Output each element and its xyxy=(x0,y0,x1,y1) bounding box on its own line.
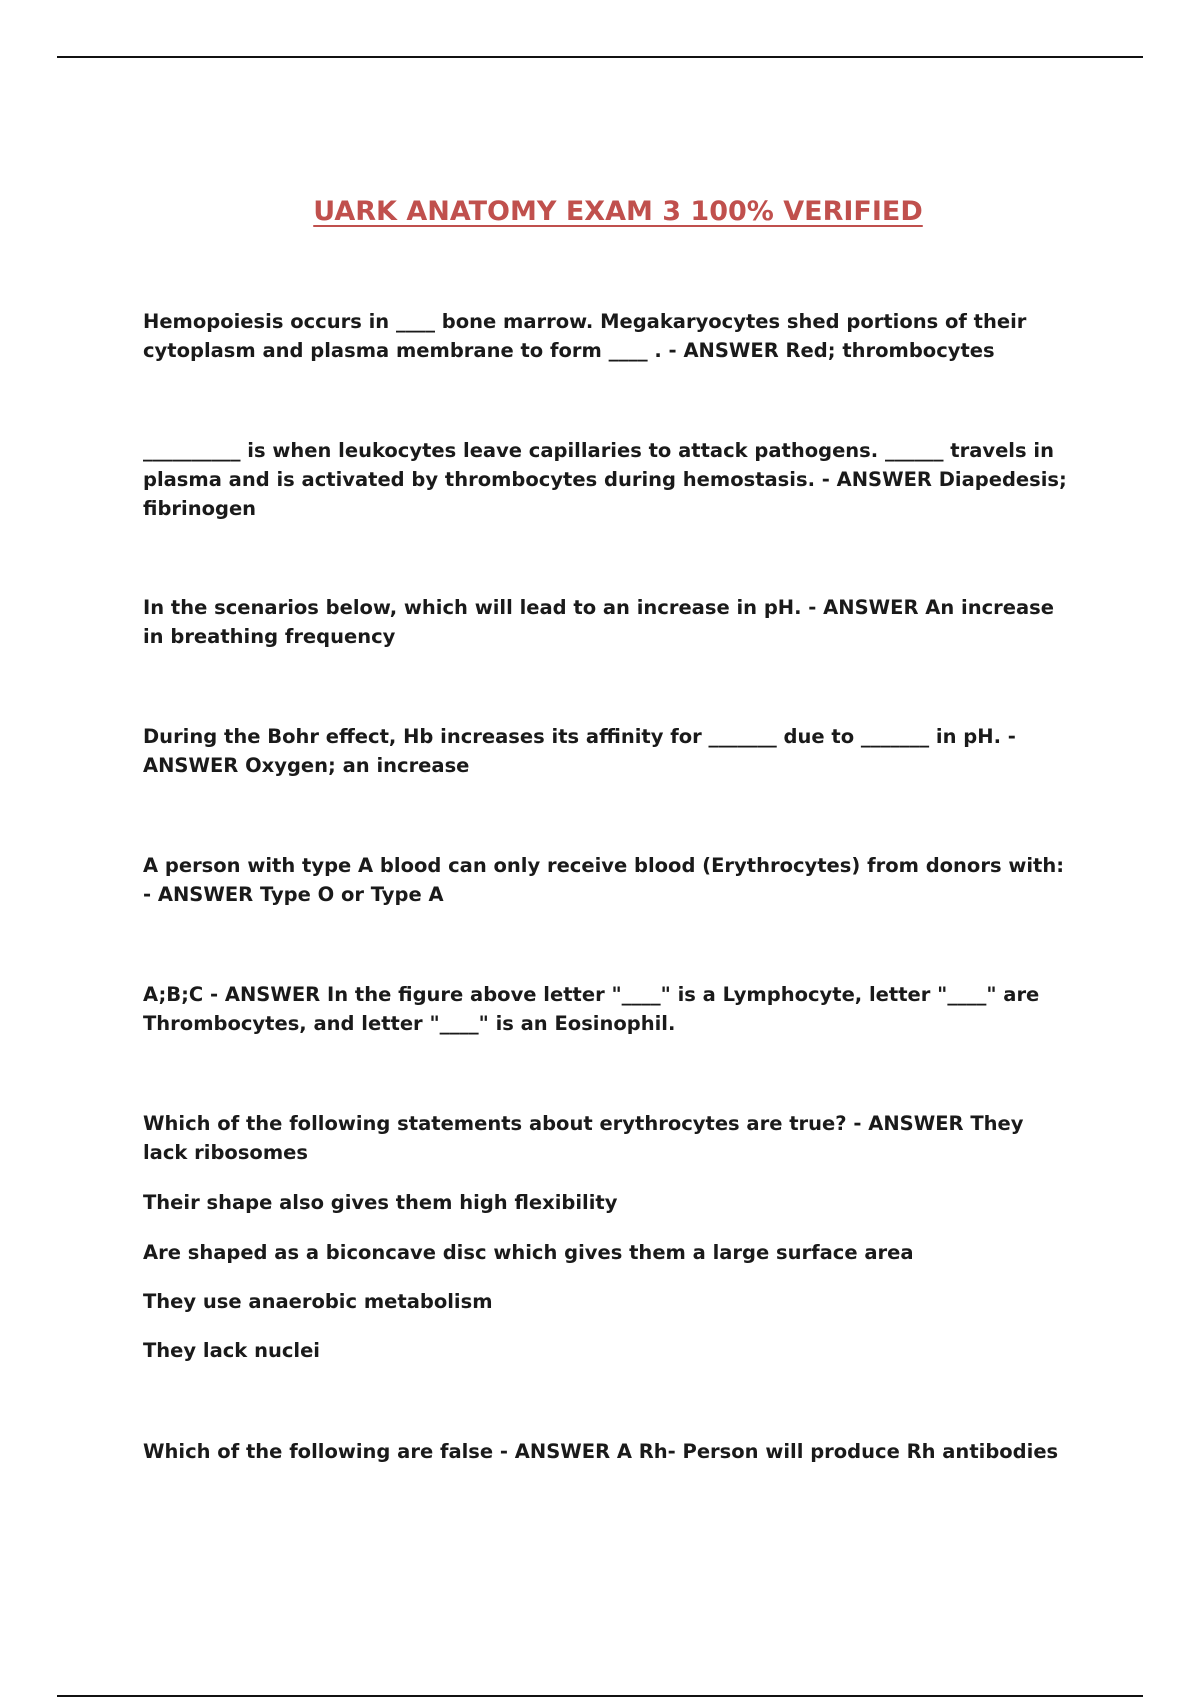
qa-entry-7-line-3: They use anaerobic metabolism xyxy=(143,1290,493,1313)
footer-rule xyxy=(57,1695,1143,1697)
qa-entry-1: Hemopoiesis occurs in ____ bone marrow. Megakaryocytes shed portions of their cytoplasm and plasma membrane to form ____ . - ANSWER Red; thrombocytes xyxy=(143,310,1027,362)
header-rule xyxy=(57,56,1143,58)
qa-entry-7-line-2: Are shaped as a biconcave disc which gives them a large surface area xyxy=(143,1241,914,1264)
qa-entry-4: During the Bohr effect, Hb increases its affinity for _______ due to _______ in pH. - ANSWER Oxygen; an increase xyxy=(143,725,1016,777)
qa-entry-7-line-4: They lack nuclei xyxy=(143,1339,320,1362)
qa-entry-7-line-1: Their shape also gives them high flexibility xyxy=(143,1191,618,1214)
qa-entry-5: A person with type A blood can only receive blood (Erythrocytes) from donors with: - ANSWER Type O or Type A xyxy=(143,854,1065,906)
document-title: UARK ANATOMY EXAM 3 100% VERIFIED xyxy=(313,196,923,227)
qa-entry-3: In the scenarios below, which will lead to an increase in pH. - ANSWER An increase in breathing frequency xyxy=(143,596,1054,648)
qa-entry-7: Which of the following statements about erythrocytes are true? - ANSWER They lack ribosomes xyxy=(143,1112,1024,1164)
qa-entry-8: Which of the following are false - ANSWER A Rh- Person will produce Rh antibodies xyxy=(143,1440,1059,1463)
qa-entry-2: __________ is when leukocytes leave capillaries to attack pathogens. ______ travels in plasma and is activated by thrombocytes during hemostasis. - ANSWER Diapedesis; fibrinogen xyxy=(143,439,1067,520)
qa-entry-6: A;B;C - ANSWER In the figure above letter "____" is a Lymphocyte, letter "____" are Thrombocytes, and letter "____" is an Eosinophil. xyxy=(143,983,1040,1035)
